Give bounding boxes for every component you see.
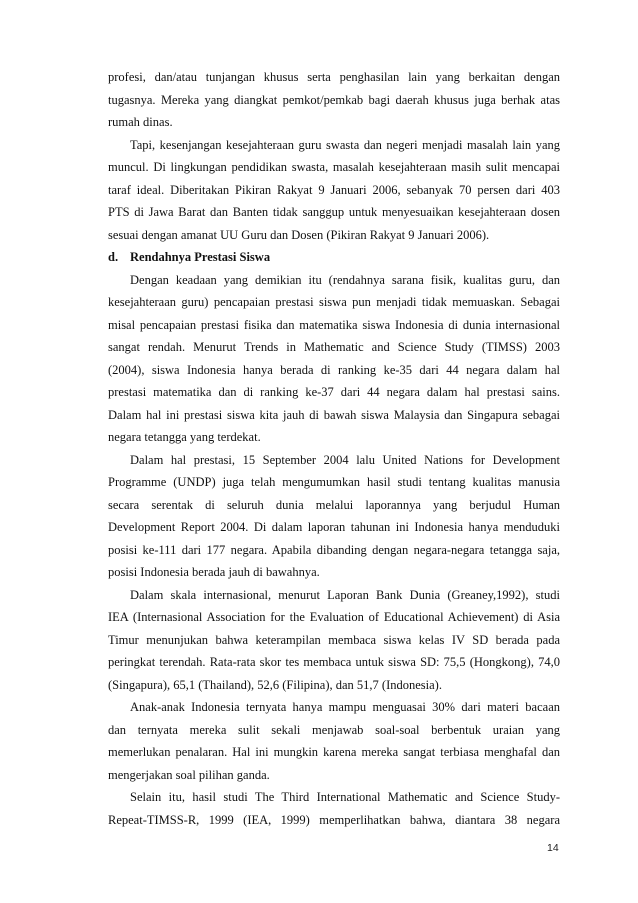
paragraph — [108, 134, 560, 247]
text-line: Dengan keadaan yang demikian itu (rendahnya sarana fisik, kualitas guru, dan — [130, 272, 560, 287]
text-line: sesuai dengan amanat UU Guru dan Dosen (Pikiran Rakyat 9 Januari 2006). — [108, 227, 490, 242]
paragraph — [108, 786, 560, 831]
text-line: memerlukan penalaran. Hal ini mungkin karena mereka sangat terbiasa menghafal dan — [108, 745, 560, 759]
text-line: (2004), siswa Indonesia hanya berada di ranking ke-35 dari 44 negara dalam hal — [108, 362, 560, 377]
text-line: PTS di Jawa Barat dan Banten tidak sanggup untuk menyesuaikan kesejahteraan dosen — [108, 205, 560, 219]
text-line: Anak-anak Indonesia ternyata hanya mampu menguasai 30% dari materi bacaan — [130, 700, 560, 714]
text-line: tugasnya. Mereka yang diangkat pemkot/pemkab bagi daerah khusus juga berhak atas — [108, 92, 560, 107]
paragraph — [108, 584, 560, 697]
text-line: peringkat terendah. Rata-rata skor tes membaca untuk siswa SD: 75,5 (Hongkong), 74,0 — [108, 655, 560, 669]
paragraph — [108, 269, 560, 449]
text-line: negara tetangga yang terdekat. — [108, 430, 261, 444]
body-text — [108, 66, 560, 831]
paragraph — [108, 66, 560, 134]
text-line: Tapi, kesenjangan kesejahteraan guru swasta dan negeri menjadi masalah lain yang — [130, 137, 560, 152]
text-line: Selain itu, hasil studi The Third International Mathematic and Science Study- — [130, 790, 560, 804]
text-line: dan ternyata mereka sulit sekali menjawab soal-soal berbentuk uraian yang — [108, 722, 560, 737]
text-line: muncul. Di lingkungan pendidikan swasta, masalah kesejahteraan masih sulit mencapai — [108, 160, 560, 174]
text-line: Repeat-TIMSS-R, 1999 (IEA, 1999) memperlihatkan bahwa, diantara 38 negara — [108, 812, 560, 827]
text-line: profesi, dan/atau tunjangan khusus serta penghasilan lain yang berkaitan dengan — [108, 70, 560, 84]
text-line: taraf ideal. Diberitakan Pikiran Rakyat 9 Januari 2006, sebanyak 70 persen dari 403 — [108, 182, 560, 197]
text-line: kesejahteraan guru) pencapaian prestasi siswa pun menjadi tidak memuaskan. Sebagai — [108, 295, 560, 309]
text-line: posisi ke-111 dari 177 negara. Apabila dibanding dengan negara-negara tetangga saja, — [108, 542, 560, 557]
text-line: (Singapura), 65,1 (Thailand), 52,6 (Filipina), dan 51,7 (Indonesia). — [108, 677, 442, 692]
text-line: posisi Indonesia berada jauh di bawahnya. — [108, 565, 320, 579]
text-line: misal pencapaian prestasi fisika dan matematika siswa Indonesia di dunia internasional — [108, 317, 560, 332]
text-line: IEA (Internasional Association for the Evaluation of Educational Achievement) di Asia — [108, 610, 560, 624]
text-line: prestasi matematika dan di ranking ke-37 dari 44 negara dalam hal prestasi sains. — [108, 385, 560, 399]
text-line: Dalam skala internasional, menurut Laporan Bank Dunia (Greaney,1992), studi — [130, 587, 560, 602]
text-line: Dalam hal prestasi, 15 September 2004 lalu United Nations for Development — [130, 452, 560, 467]
paragraph — [108, 696, 560, 786]
text-line: Timur menunjukan bahwa keterampilan membaca siswa kelas IV SD berada pada — [108, 632, 560, 647]
text-line: Programme (UNDP) juga telah mengumumkan hasil studi tentang kualitas manusia — [108, 475, 560, 489]
text-line: secara serentak di seluruh dunia melalui laporannya yang berjudul Human — [108, 497, 560, 512]
text-line: Development Report 2004. Di dalam laporan tahunan ini Indonesia hanya menduduki — [108, 520, 560, 534]
section-heading — [108, 246, 560, 269]
page-number: 14 — [547, 842, 559, 854]
text-line: Dalam hal ini prestasi siswa kita jauh di bawah siswa Malaysia dan Singapura sebagai — [108, 407, 560, 422]
section-marker: d. — [108, 250, 119, 264]
text-line: rumah dinas. — [108, 115, 173, 129]
paragraph — [108, 449, 560, 584]
text-line: mengerjakan soal pilihan ganda. — [108, 767, 270, 782]
section-title: Rendahnya Prestasi Siswa — [130, 250, 271, 264]
text-line: sangat rendah. Menurut Trends in Mathematic and Science Study (TIMSS) 2003 — [108, 340, 560, 354]
